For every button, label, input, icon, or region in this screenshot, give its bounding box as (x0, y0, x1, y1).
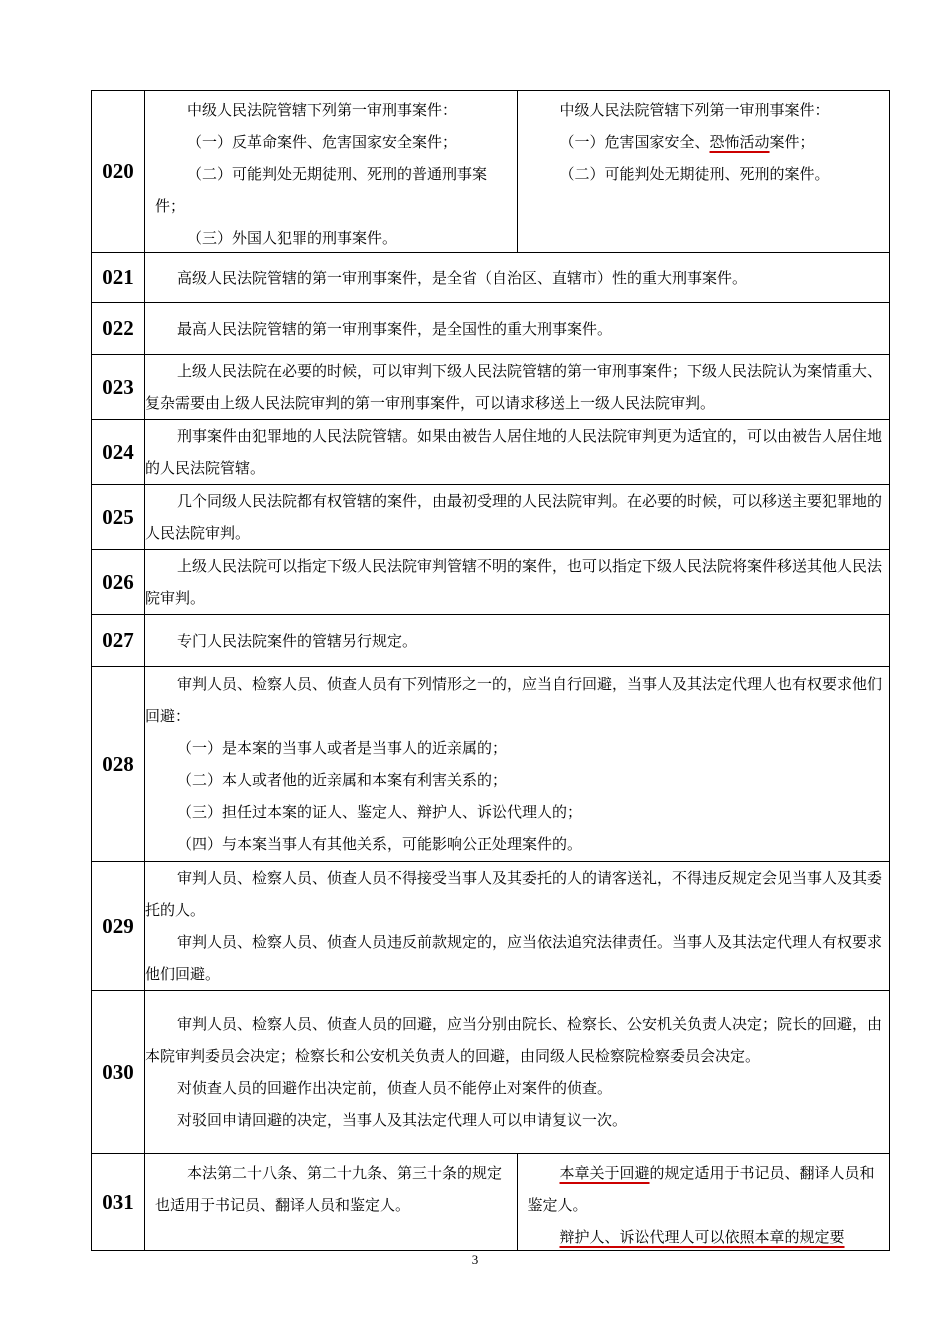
article-content (145, 667, 890, 862)
text-line: 审判人员、检察人员、侦查人员的回避，应当分别由院长、检察长、公安机关负责人决定；院长的回避，由本院审判委员会决定；检察长和公安机关负责人的回避，由同级人民检察院检察委员会决定。 (145, 1015, 883, 1065)
article-content (145, 991, 890, 1154)
text-segment: 的规定适用于书记员、翻译人员和鉴定人。 (527, 1164, 875, 1214)
text-line: 审判人员、检察人员、侦查人员违反前款规定的，应当依法追究法律责任。当事人及其法定代理人有权要求他们回避。 (145, 933, 883, 983)
article-content (145, 862, 890, 991)
article-number: 026 (92, 550, 145, 615)
article-number: 031 (92, 1154, 145, 1251)
article-content (145, 91, 890, 253)
new-text (517, 91, 890, 252)
text-line (528, 126, 882, 158)
article-content (145, 550, 890, 615)
old-text (145, 91, 517, 252)
text-line: 对驳回申请回避的决定，当事人及其法定代理人可以申请复议一次。 (177, 1111, 628, 1129)
article-content (145, 1154, 890, 1251)
text-line: 高级人民法院管辖的第一审刑事案件，是全省（自治区、直辖市）性的重大刑事案件。 (177, 268, 748, 287)
article-number: 028 (92, 667, 145, 862)
article-content (145, 485, 890, 550)
text-line: （二）本人或者他的近亲属和本案有利害关系的； (177, 771, 508, 789)
table-row (92, 615, 890, 667)
article-content (145, 420, 890, 485)
article-content (145, 355, 890, 420)
article-number: 023 (92, 355, 145, 420)
old-text (145, 1154, 517, 1250)
table-row (92, 253, 890, 303)
text-line: 对侦查人员的回避作出决定前，侦查人员不能停止对案件的侦查。 (177, 1079, 613, 1097)
text-line (528, 1221, 882, 1253)
law-comparison-table (91, 90, 890, 1251)
text-line: 刑事案件由犯罪地的人民法院管辖。如果由被告人居住地的人民法院审判更为适宜的，可以由被告人居住地的人民法院管辖。 (145, 427, 883, 477)
article-content (145, 303, 890, 355)
table-row (92, 355, 890, 420)
text-line: 几个同级人民法院都有权管辖的案件，由最初受理的人民法院审判。在必要的时候，可以移送主要犯罪地的人民法院审判。 (145, 492, 883, 542)
text-line: 审判人员、检察人员、侦查人员不得接受当事人及其委托的人的请客送礼，不得违反规定会见当事人及其委托的人。 (145, 869, 883, 919)
table-row (92, 303, 890, 355)
text-line: （一）是本案的当事人或者是当事人的近亲属的； (177, 739, 508, 757)
article-number: 021 (92, 253, 145, 303)
text-line: 专门人民法院案件的管辖另行规定。 (177, 631, 418, 650)
article-number: 024 (92, 420, 145, 485)
table-row (92, 862, 890, 991)
table-row (92, 667, 890, 862)
text-segment: （一）危害国家安全、 (559, 133, 710, 151)
article-number: 020 (92, 91, 145, 253)
amended-text: 本章关于回避 (559, 1164, 650, 1182)
article-number: 030 (92, 991, 145, 1154)
text-line: （三）担任过本案的证人、鉴定人、辩护人、诉讼代理人的； (177, 803, 583, 821)
text-line: 中级人民法院管辖下列第一审刑事案件： (187, 101, 458, 119)
text-line: 上级人民法院可以指定下级人民法院审判管辖不明的案件，也可以指定下级人民法院将案件移送其他人民法院审判。 (145, 557, 883, 607)
amended-text: 辩护人、诉讼代理人可以依照本章的规定要 (559, 1228, 845, 1246)
text-line: 中级人民法院管辖下列第一审刑事案件： (559, 101, 830, 119)
text-line: （一）反革命案件、危害国家安全案件； (187, 133, 458, 151)
table-row (92, 91, 890, 253)
table-row (92, 1154, 890, 1251)
text-line: 审判人员、检察人员、侦查人员有下列情形之一的，应当自行回避，当事人及其法定代理人也有权要求他们回避： (145, 675, 883, 725)
text-line: （三）外国人犯罪的刑事案件。 (187, 229, 398, 247)
table-row (92, 550, 890, 615)
article-number: 029 (92, 862, 145, 991)
text-line (528, 1157, 882, 1221)
text-line: （二）可能判处无期徒刑、死刑的普通刑事案件； (155, 165, 488, 215)
table-row (92, 991, 890, 1154)
text-line: 本法第二十八条、第二十九条、第三十条的规定也适用于书记员、翻译人员和鉴定人。 (155, 1164, 503, 1214)
text-line: 最高人民法院管辖的第一审刑事案件，是全国性的重大刑事案件。 (177, 319, 613, 338)
article-content (145, 253, 890, 303)
page-number: 3 (471, 1252, 479, 1267)
text-line: （四）与本案当事人有其他关系，可能影响公正处理案件的。 (177, 835, 583, 853)
table-row (92, 420, 890, 485)
text-segment: 案件； (769, 133, 815, 151)
article-number: 022 (92, 303, 145, 355)
article-number: 025 (92, 485, 145, 550)
article-number: 027 (92, 615, 145, 667)
new-text (517, 1154, 890, 1250)
text-line: 上级人民法院在必要的时候，可以审判下级人民法院管辖的第一审刑事案件；下级人民法院认为案情重大、复杂需要由上级人民法院审判的第一审刑事案件，可以请求移送上一级人民法院审判。 (145, 362, 883, 412)
amended-text: 恐怖活动 (709, 133, 770, 151)
table-row (92, 485, 890, 550)
article-content (145, 615, 890, 667)
text-line: （二）可能判处无期徒刑、死刑的案件。 (559, 165, 830, 183)
